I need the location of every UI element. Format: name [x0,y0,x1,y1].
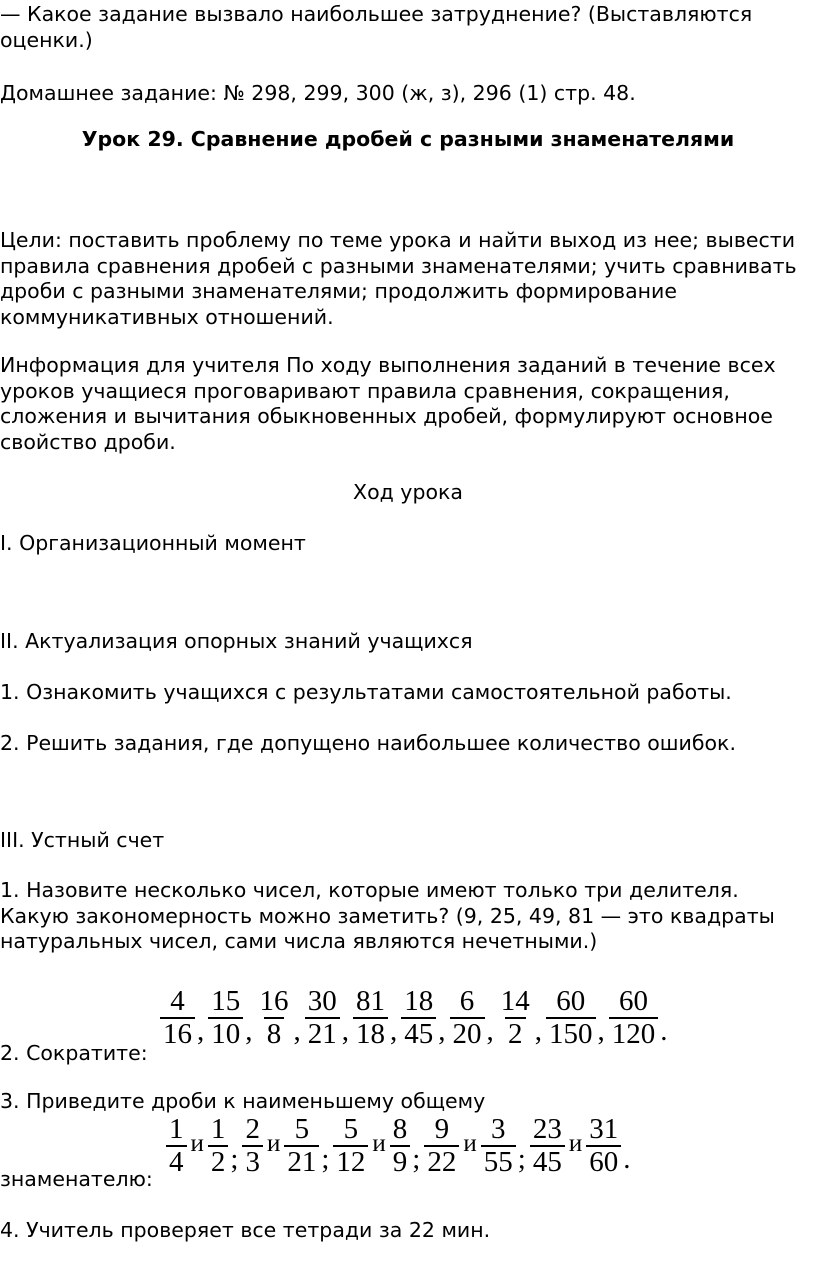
reduce-fraction [401,986,436,1050]
pair-conjunction: и [463,1130,477,1157]
common-denominator-task-line-1: 3. Приведите дроби к наименьшему общему [0,1089,486,1113]
common-denominator-task-line-2: знаменателю: [0,1167,153,1191]
pair-fraction-a [242,1114,263,1178]
pair-fraction-b [208,1114,229,1178]
pair-conjunction: и [190,1130,204,1157]
pair-fraction-b [481,1114,516,1178]
pair-fraction-a [166,1114,187,1178]
fraction-numerator: 5 [294,1113,310,1145]
fraction-separator: , [341,1015,349,1047]
fraction-numerator: 5 [343,1113,359,1145]
reduce-fraction [546,986,596,1050]
section-2-item-1: 1. Ознакомить учащихся с результатами самостоятельной работы. [0,680,732,704]
fraction-separator: , [438,1015,446,1047]
fraction-numerator: 15 [211,985,241,1017]
reduce-fraction [208,986,243,1050]
fraction-denominator: 9 [390,1145,411,1178]
fraction-numerator: 6 [459,985,475,1017]
fraction-denominator: 16 [160,1017,195,1050]
pair-fraction-b [390,1114,411,1178]
fraction-denominator: 18 [353,1017,388,1050]
pair-fraction-a [333,1114,368,1178]
section-1-heading: I. Организационный момент [0,531,306,555]
fraction-numerator: 30 [307,985,337,1017]
pair-conjunction: и [372,1130,386,1157]
fraction-numerator: 16 [259,985,289,1017]
pair-separator: ; [230,1143,239,1175]
fraction-denominator: 60 [586,1145,621,1178]
fraction-numerator: 14 [500,985,530,1017]
fraction-denominator: 20 [450,1017,485,1050]
fraction-numerator: 60 [556,985,586,1017]
section-3-item-1: 1. Назовите несколько чисел, которые имеют только три делителя. Какую закономерность можно заметить? (9, 25, 49, 81 — это квадраты натуральных чисел, сами числа являются нечетными.) [0,878,775,954]
fraction-numerator: 3 [491,1113,506,1145]
fraction-denominator: 120 [609,1017,659,1050]
fraction-numerator: 4 [170,985,185,1017]
fraction-numerator: 18 [404,985,434,1017]
fraction-numerator: 81 [356,985,385,1017]
fraction-numerator: 23 [532,1113,562,1145]
reduce-task-label: 2. Сократите: [0,1041,148,1065]
pair-separator: ; [517,1143,526,1175]
fraction-denominator: 45 [530,1145,565,1178]
pair-separator: ; [412,1143,421,1175]
fraction-separator: , [197,1015,205,1047]
fraction-numerator: 9 [434,1113,450,1145]
fraction-numerator: 8 [392,1113,408,1145]
fraction-separator: , [534,1015,542,1047]
reduce-fraction [498,986,533,1050]
pair-fraction-b [284,1114,319,1178]
fraction-separator: , [486,1015,494,1047]
homework: Домашнее задание: № 298, 299, 300 (ж, з), 296 (1) стр. 48. [0,81,636,105]
fraction-denominator: 150 [546,1017,596,1050]
fraction-separator: , [390,1015,398,1047]
pair-conjunction: и [568,1130,583,1157]
pair-fraction-b [586,1114,621,1178]
reduce-fraction [609,986,659,1050]
fraction-denominator: 22 [424,1145,459,1178]
fraction-numerator: 1 [169,1113,184,1145]
course-heading: Ход урока [353,480,463,504]
lesson-title: Урок 29. Сравнение дробей с разными знаменателями [81,127,735,151]
reduce-fraction [160,986,195,1050]
fraction-separator: , [245,1015,253,1047]
pair-end-mark: . [623,1143,631,1175]
fraction-denominator: 55 [481,1145,516,1178]
fraction-numerator: 60 [619,985,648,1017]
pair-fraction-a [530,1114,565,1178]
fraction-denominator: 2 [505,1017,526,1050]
section-3-item-4: 4. Учитель проверяет все тетради за 22 мин. [0,1218,491,1242]
fraction-denominator: 12 [333,1145,368,1178]
pair-conjunction: и [266,1130,281,1157]
fraction-denominator: 2 [208,1145,229,1178]
fraction-denominator: 10 [208,1017,243,1050]
intro-question: — Какое задание вызвало наибольшее затруднение? (Выставляются оценки.) [0,2,753,52]
section-2-heading: II. Актуализация опорных знаний учащихся [0,629,473,653]
fraction-numerator: 1 [210,1113,226,1145]
lesson-goals: Цели: поставить проблему по теме урока и найти выход из нее; вывести правила сравнения дробей с разными знаменателями; учить сравнивать дроби с разными знаменателями; продолжить формирование коммуникативных отношений. [0,228,797,330]
section-3-heading: III. Устный счет [0,828,165,852]
fraction-denominator: 3 [242,1145,263,1178]
fraction-denominator: 21 [284,1145,319,1178]
fraction-denominator: 21 [305,1017,340,1050]
reduce-fraction [257,986,292,1050]
fraction-denominator: 45 [401,1017,436,1050]
fraction-numerator: 2 [245,1113,260,1145]
fraction-numerator: 31 [589,1113,619,1145]
fraction-denominator: 8 [264,1017,285,1050]
reduce-fraction [450,986,485,1050]
reduce-fraction [305,986,340,1050]
fraction-denominator: 4 [166,1145,187,1178]
fraction-separator: , [293,1015,301,1047]
section-2-item-2: 2. Решить задания, где допущено наибольшее количество ошибок. [0,731,736,755]
common-denominator-pairs-row [166,1114,634,1178]
fraction-separator: , [597,1015,605,1047]
reduce-fractions-row [160,986,672,1050]
teacher-info: Информация для учителя По ходу выполнения заданий в течение всех уроков учащиеся проговаривают правила сравнения, сокращения, сложения и вычитания обыкновенных дробей, формулируют основное свойство дроби. [0,353,776,455]
reduce-fraction [353,986,388,1050]
fraction-end-mark: . [660,1015,668,1047]
pair-separator: ; [321,1143,330,1175]
pair-fraction-a [424,1114,459,1178]
